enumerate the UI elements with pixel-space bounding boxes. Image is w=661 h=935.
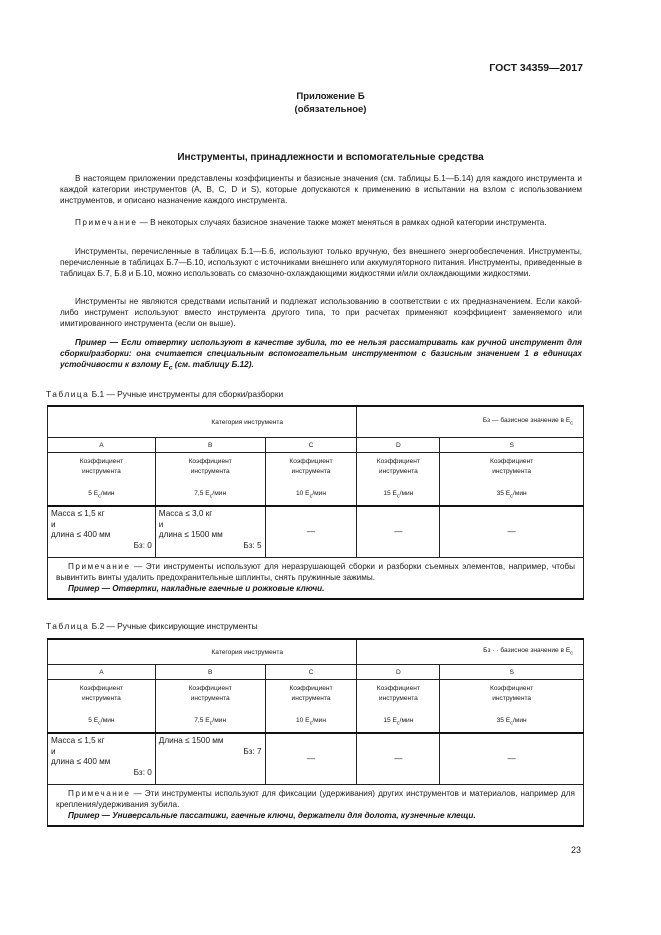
table1-cat-b: B [155,438,265,453]
table1-coef-b: Коэффициент инструмента 7,5 $E_c$/мин [155,453,265,507]
table1-coef-d: Коэффициент инструмента 15 $E_c$/мин [357,453,440,507]
table1 [47,405,584,600]
note-label: Примечание [75,218,138,227]
table2-value-d: — [357,733,440,785]
table1-category-header: Категория инструмента [48,406,357,438]
table2-category-header: Категория инструмента [48,639,357,665]
section-title: Инструменты, принадлежности и вспомогательные средства [177,152,484,163]
table2-example: Пример — Универсальные пассатижи, гаечные ключи, держатели для долота, кузнечные клещи. [68,811,476,820]
table1-caption-label: Таблица [46,389,90,399]
table1-caption-text: Б.1 — Ручные инструменты для сборки/разборки [91,389,284,399]
table1-value-s: — [440,506,584,558]
table1-caption [46,389,283,399]
table2-caption-text: Б.2 — Ручные фиксирующие инструменты [91,621,258,631]
example-sub: c [168,365,173,373]
annex-subtitle: (обязательное) [294,104,367,115]
usage-paragraph [60,296,582,330]
table1-coef-a: Коэффициент инструмента 5 $E_c$/мин [48,453,156,507]
table1-value-c: — [265,506,357,558]
table2-note: Примечание — Эти инструменты используют для фиксации (удерживания) других инструментов и материалов, например для крепления/удерживания зубила. Пример — Универсальные пассатижи, гаечные ключи, держатели для долота, кузнечные клещи. [48,785,584,827]
table2-value-a: Масса ≤ 1,5 кг и длина ≤ 400 мм Бз: 0 [48,733,156,785]
table2-cat-c: C [265,665,357,680]
table2-bz-header: Бз · · базисное значение в $E_c$ [357,639,584,665]
table1-value-b: Масса ≤ 3,0 кг и длина ≤ 1500 мм Бз: 5 [155,506,265,558]
table1-value-a: Масса ≤ 1,5 кг и длина ≤ 400 мм Бз: 0 [48,506,156,558]
table2-caption [46,621,258,631]
table2-coef-d: Коэффициент инструмента 15 $E_c$/мин [357,680,440,734]
example-paragraph [60,337,582,374]
table2-value-s: — [440,733,584,785]
table1-note: Примечание — Эти инструменты используют для неразрушающей сборки и разборки съемных элементов, например, чтобы вывинтить винты удалить предохранительные шплинты, снять пружинные зажимы. Пример — Отвертки, накладные гаечные и рожковые ключи. [48,558,584,600]
table2 [47,638,584,827]
intro-paragraph [60,173,582,207]
table2-cat-s: S [440,665,584,680]
table1-coef-c: Коэффициент инструмента 10 $E_c$/мин [265,453,357,507]
table2-coef-c: Коэффициент инструмента 10 $E_c$/мин [265,680,357,734]
annex-title: Приложение Б [296,91,365,102]
table2-coef-a: Коэффициент инструмента 5 $E_c$/мин [48,680,156,734]
manual-tools-text: Инструменты, перечисленные в таблицах Б.1—Б.6, используют только вручную, без внешнего энергообеспечения. Инструменты, перечисленные в таблицах Б.7—Б.10, используют с источниками внешнего или аккумуляторного питания. Инструменты, приведенные в таблицах Б.7, Б.8 и Б.10, можно использовать со смазочно-охлаждающими жидкостями и/или охлаждающими жидкостями. [60,247,582,279]
manual-tools-paragraph [60,246,582,280]
usage-text: Инструменты не являются средствами испытаний и подлежат использованию в соответствии с их предназначением. Если какой-либо инструмент используют вместо инструмента другого типа, то при расчетах применяют коэффициент заменяемого или имитированного инструмента (если он выше). [60,297,582,329]
standard-code: ГОСТ 34359—2017 [489,62,583,74]
table1-example: Пример — Отвертки, накладные гаечные и рожковые ключи. [68,584,325,593]
table1-coef-s: Коэффициент инструмента 35 $E_c$/мин [440,453,584,507]
table2-value-c: — [265,733,357,785]
table2-cat-b: B [155,665,265,680]
intro-text: В настоящем приложении представлены коэффициенты и базисные значения (см. таблицы Б.1—Б.14) для каждого инструмента и каждой категории инструментов (A, B, C, D и S), которые допускаются к применению в испытании на взлом с использованием инструментов, и описано назначение каждого инструмента. [60,174,582,206]
table1-bz-header: Бз — базисное значение в $E_c$ [357,406,584,438]
table2-caption-label: Таблица [46,621,90,631]
table2-cat-d: D [357,665,440,680]
table1-cat-s: S [440,438,584,453]
page-number: 23 [570,845,581,855]
table2-cat-a: A [48,665,156,680]
table1-cat-a: A [48,438,156,453]
example-text-b: (см. таблицу Б.12). [172,360,254,370]
example-text-a: Пример — Если отвертку используют в качестве зубила, то ее нельзя рассматривать как ручной инструмент для сборки/разборки: она считается специальным вспомогательным инструментом с базисным значением 1 в единицах устойчивости к взлому E [60,338,582,370]
table2-coef-s: Коэффициент инструмента 35 $E_c$/мин [440,680,584,734]
table1-cat-c: C [265,438,357,453]
note-text: — В некоторых случаях базисное значение также может меняться в рамках одной категории инструмента. [137,218,547,227]
table1-value-d: — [357,506,440,558]
note-paragraph [60,217,582,228]
table1-cat-d: D [357,438,440,453]
table2-coef-b: Коэффициент инструмента 7,5 $E_c$/мин [155,680,265,734]
table2-value-b: Длина ≤ 1500 мм Бз: 7 [155,733,265,785]
